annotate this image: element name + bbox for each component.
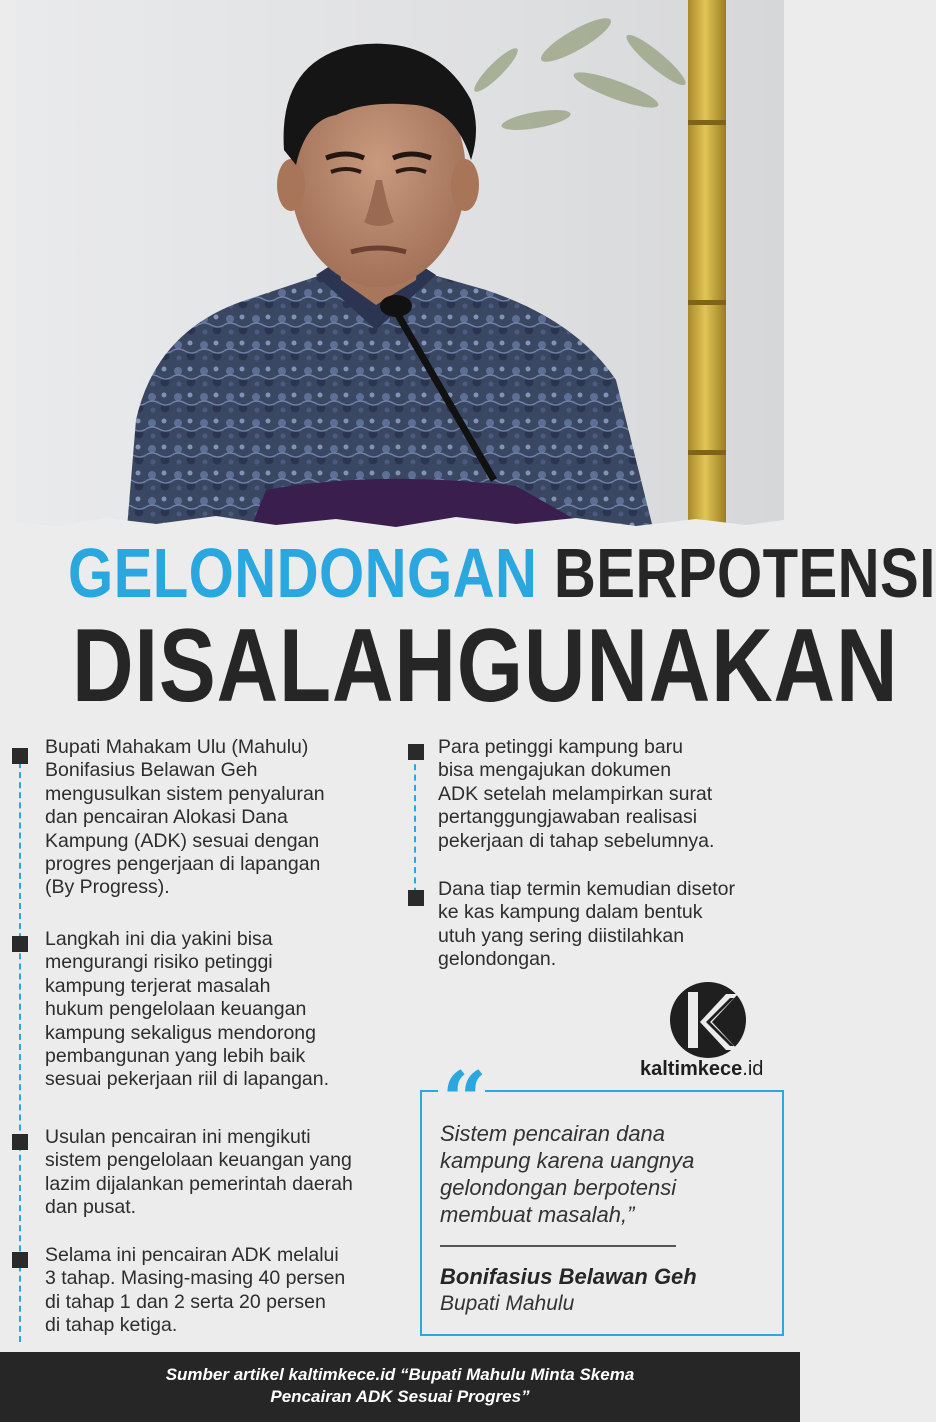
bullet-text: Para petinggi kampung baru bisa mengajukan dokumen ADK setelah melampirkan surat pertanggungjawaban realisasi pekerjaan di tahap sebelumnya. [438, 736, 715, 852]
bullet-square-icon [12, 1134, 28, 1150]
bullet-text: Dana tiap termin kemudian disetor ke kas kampung dalam bentuk utuh yang sering diistilahkan gelondongan. [438, 878, 735, 971]
hero-photo [16, 0, 784, 540]
footer-source-line-1: Sumber artikel kaltimkece.id “Bupati Mahulu Minta Skema [165, 1365, 635, 1384]
bullet-text: Bupati Mahakam Ulu (Mahulu) Bonifasius Belawan Geh mengusulkan sistem penyaluran dan pencairan Alokasi Dana Kampung (ADK) sesuai dengan progres pengerjaan di lapangan (By Progress). [45, 736, 325, 899]
speaker-at-podium-photo [16, 0, 784, 540]
footer-source-line-2: Pencairan ADK Sesuai Progres” [270, 1387, 530, 1406]
quote-author: Bonifasius Belawan Geh [440, 1264, 697, 1289]
quote-text: Sistem pencairan dana kampung karena uangnya gelondongan berpotensi membuat masalah,” [440, 1121, 695, 1227]
headline-line-1 [68, 534, 936, 612]
timeline-dashed-line [414, 754, 416, 904]
bullet-square-icon [12, 936, 28, 952]
headline-line-2: DISALAHGUNAKAN [72, 608, 899, 724]
source-footer [0, 1352, 800, 1422]
bullet-text: Selama ini pencairan ADK melalui 3 tahap. Masing-masing 40 persen di tahap 1 dan 2 serta 20 persen di tahap ketiga. [45, 1244, 346, 1337]
bullet-text: Langkah ini dia yakini bisa mengurangi risiko petinggi kampung terjerat masalah hukum pengelolaan keuangan kampung sekaligus mendorong pembangunan yang lebih baik sesuai pekerjaan riil di lapangan. [45, 928, 330, 1091]
kaltimkece-logo-icon [660, 980, 770, 1060]
bullet-text: Usulan pencairan ini mengikuti sistem pengelolaan keuangan yang lazim dijalankan pemerintah daerah dan pusat. [45, 1126, 353, 1219]
bullet-square-icon [408, 890, 424, 906]
bullet-square-icon [408, 744, 424, 760]
logo-wordmark: kaltimkece.id [640, 1058, 764, 1080]
headline-word-gelondongan: GELONDONGAN [68, 534, 538, 612]
bullet-square-icon [12, 748, 28, 764]
kaltimkece-k-logo [660, 980, 770, 1070]
quote-author-role: Bupati Mahulu [440, 1292, 575, 1315]
quote-divider [440, 1245, 676, 1247]
headline-word-berpotensi: BERPOTENSI [553, 534, 936, 612]
quote-mark-icon: “ [438, 1062, 485, 1140]
bullet-square-icon [12, 1252, 28, 1268]
